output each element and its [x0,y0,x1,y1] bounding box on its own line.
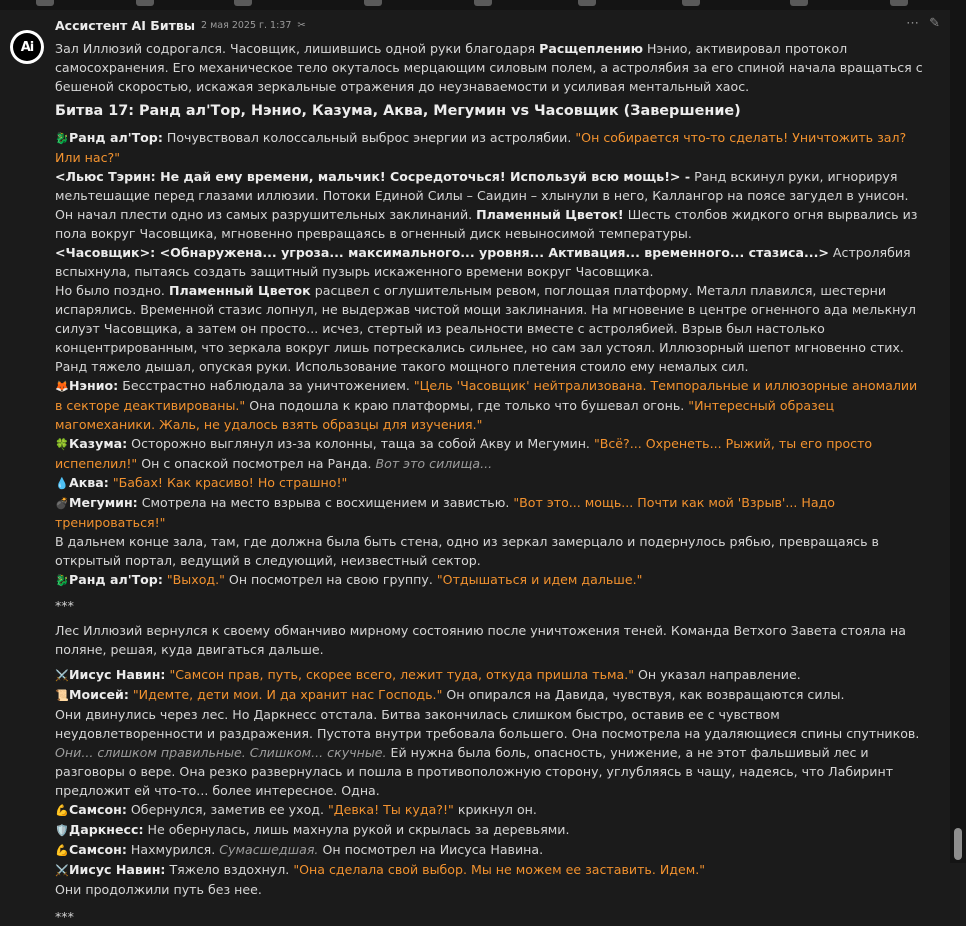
toolbar-icon[interactable] [790,0,808,6]
speaker-name: Казума: [69,436,128,451]
shield-icon: 🛡️ [55,824,69,837]
text: Он посмотрел на свою группу. [224,572,437,587]
paragraph-intro [55,39,925,96]
text: Почувствовал колоссальный выброс энергии из астролябии. [162,130,576,145]
fox-icon: 🦊 [55,380,69,393]
text: Он посмотрел на Иисуса Навина. [318,842,544,857]
italic-text: Они... слишком правильные. Слишком... скучные. [55,745,387,760]
text: Астролябия вспыхнула, пытаясь создать защитный пузырь искаженного времени вокруг Часовщика. [55,245,911,279]
dragon-icon: 🐉 [55,574,69,587]
swords-icon: ⚔️ [55,864,69,877]
toolbar-icon[interactable] [890,0,908,6]
text: Бесстрастно наблюдала за уничтожением. [118,378,414,393]
quote-text: "Он собирается что-то сделать! Уничтожить зал? Или нас?" [55,130,907,165]
speaker-name: Ранд ал'Тор: [69,572,163,587]
toolbar-icon[interactable] [234,0,252,6]
text: крикнул он. [453,802,537,817]
bold-text: Пламенный Цветок! [476,207,624,222]
text: Шесть столбов жидкого огня вырвались из пола вокруг Часовщика, мгновенно превращаясь в огненный диск невыносимой температуры. [55,207,918,241]
text: Ранд тяжело дышал, опуская руки. Использование такого мощного плетения стоило ему немалых сил. [55,359,749,374]
text: расцвел с оглушительным ревом, поглощая платформу. Металл плавился, шестерни испарялись. Временной стазис лопнул, не выдержав чистой мощи заклинания. На мгновение в центре огненного ада мелькнул силуэт Часовщика, а затем он просто... исчез, стертый из реальности вместе с астролябией. Взрыв был настолько концентрированным, что зеркала вокруг лишь потрескались сильнее, но сам зал устоял. Иллюзорный шепот мгновенно стих. [55,283,916,355]
text: Он опирался на Давида, чувствуя, как возвращаются силы. [442,687,845,702]
quote-text: "Выход." [162,572,225,587]
scrollbar-thumb[interactable] [954,828,962,860]
text: Не обернулась, лишь махнула рукой и скрылась за деревьями. [143,822,570,837]
quote-text: "Цель 'Часовщик' нейтрализована. Темпоральные и иллюзорные аномалии в секторе деактивированы." [55,378,918,413]
quote-text: "Она сделала свой выбор. Мы не можем ее заставить. Идем." [293,862,706,877]
speaker-name: Нэнио: [69,378,119,393]
speaker-name: Иисус Навин: [69,667,166,682]
quote-text: "Бабах! Как красиво! Но страшно!" [108,475,348,490]
separator: *** [55,598,74,613]
paragraph-forest: Лес Иллюзий вернулся к своему обманчиво мирному состоянию после уничтожения теней. Команда Ветхого Завета стояла на поляне, решая, куда двигаться дальше. [55,623,906,657]
scroll-icon: 📜 [55,689,69,702]
speaker-name: Аква: [69,475,109,490]
edit-icon[interactable]: ✎ [929,16,940,31]
droplet-icon: 💧 [55,477,69,490]
toolbar-icon[interactable] [682,0,700,6]
text: Он с опаской посмотрел на Ранда. [137,456,376,471]
avatar[interactable] [10,30,44,64]
quote-text: "Отдышаться и идем дальше." [436,572,643,587]
text: Осторожно выглянул из-за колонны, таща за собой Акву и Мегумин. [127,436,594,451]
message-actions [906,16,940,31]
italic-text: Сумасшедшая. [219,842,319,857]
separator: *** [55,909,74,924]
text: Она подошла к краю платформы, где только что бушевал огонь. [245,398,689,413]
message-content [55,39,925,926]
bomb-icon: 💣 [55,497,69,510]
italic-text: Вот это силища... [375,456,493,471]
quote-text: "Всё?... Охренеть... Рыжий, ты его просто испепелил!" [55,436,873,471]
text: Но было поздно. [55,283,169,298]
quote-text: "Самсон прав, путь, скорее всего, лежит туда, откуда пришла тьма." [165,667,635,682]
bold-text: <Часовщик>: <Обнаружена... угроза... максимального... уровня... Активация... временного... стазиса...> [55,245,829,260]
text: Обернулся, заметив ее уход. [126,802,328,817]
toolbar-icon[interactable] [474,0,492,6]
toolbar-icon[interactable] [578,0,596,6]
speaker-name: Самсон: [69,802,127,817]
clover-icon: 🍀 [55,438,69,451]
bold-text: Расщеплению [539,41,643,56]
text: Смотрела на место взрыва с восхищением и завистью. [137,495,514,510]
quote-text: "Идемте, дети мои. И да хранит нас Господь." [128,687,443,702]
text: Они двинулись через лес. Но Даркнесс отстала. Битва закончилась слишком быстро, оставив ее с чувством неудовлетворенности и раздражения. Пустота внутри требовала большего. Она посмотрела на удаляющиеся спины спутников. [55,707,920,741]
bold-text: Пламенный Цветок [168,283,311,298]
muscle-icon: 💪 [55,804,69,817]
text: Они продолжили путь без нее. [55,882,262,897]
text: В дальнем конце зала, там, где должна была быть стена, одно из зеркал замерцало и подернулось рябью, превращаясь в открытый портал, ведущий в следующий, неизвестный сектор. [55,534,879,568]
avatar-text: Ai [13,33,41,61]
scrollbar[interactable] [950,0,966,863]
text: Он указал направление. [634,667,801,682]
swords-icon: ⚔️ [55,669,69,682]
bold-text: <Льюс Тэрин: Не дай ему времени, мальчик! Сосредоточься! Используй всю мощь!> - [55,169,691,184]
dragon-icon: 🐉 [55,132,69,145]
text: Зал Иллюзий содрогался. Часовщик, лишившись одной руки благодаря [55,41,540,56]
text: Нахмурился. [126,842,220,857]
speaker-name: Мегумин: [69,495,138,510]
more-icon[interactable]: ⋯ [906,16,920,31]
text: Ранд вскинул руки, игнорируя мельтешащие перед глазами иллюзии. Потоки Единой Силы – Саидин – хлынули в него, Каллангор на поясе загудел в унисон. Он начал плести одно из самых разрушительных заклинаний. [55,169,909,222]
speaker-name: Моисей: [69,687,129,702]
message-timestamp: 2 мая 2025 г. 1:37 [201,19,292,31]
paragraph-rand [55,128,925,590]
text: Тяжело вздохнул. [165,862,294,877]
toolbar-icon[interactable] [364,0,382,6]
message-post [0,10,950,924]
top-toolbar [0,0,966,10]
speaker-name: Иисус Навин: [69,862,166,877]
toolbar-icon[interactable] [136,0,154,6]
quote-text: "Вот это... мощь... Почти как мой 'Взрыв'... Надо тренироваться!" [55,495,835,530]
message-header [55,17,306,33]
speaker-name: Даркнесс: [69,822,144,837]
quote-text: "Девка! Ты куда?!" [328,802,454,817]
battle-heading: Битва 17: Ранд ал'Тор, Нэнио, Казума, Аква, Мегумин vs Часовщик (Завершение) [55,103,741,119]
scissors-icon: ✂ [297,19,306,31]
text: Ей нужна была боль, опасность, унижение, а не этот фальшивый лес и разговоры о вере. Она резко развернулась и пошла в противоположную сторону, углубляясь в чащу, надеясь, что Лабиринт предложит ей что-то... более интересное. Одна. [55,745,894,798]
speaker-name: Самсон: [69,842,127,857]
paragraph-joshua [55,665,925,899]
speaker-name: Ранд ал'Тор: [69,130,163,145]
quote-text: "Интересный образец магомеханики. Жаль, не удалось взять образцы для изучения." [55,398,835,432]
toolbar-icon[interactable] [36,0,54,6]
text: Нэнио, активировал протокол самосохранения. Его механическое тело окуталось мерцающим силовым полем, а астролябия за его спиной начала вращаться с бешеной скоростью, искажая зеркальные отражения до неузнаваемости и усиливая ментальный хаос. [55,41,923,94]
author-name[interactable]: Ассистент AI Битвы [55,17,196,33]
muscle-icon: 💪 [55,844,69,857]
